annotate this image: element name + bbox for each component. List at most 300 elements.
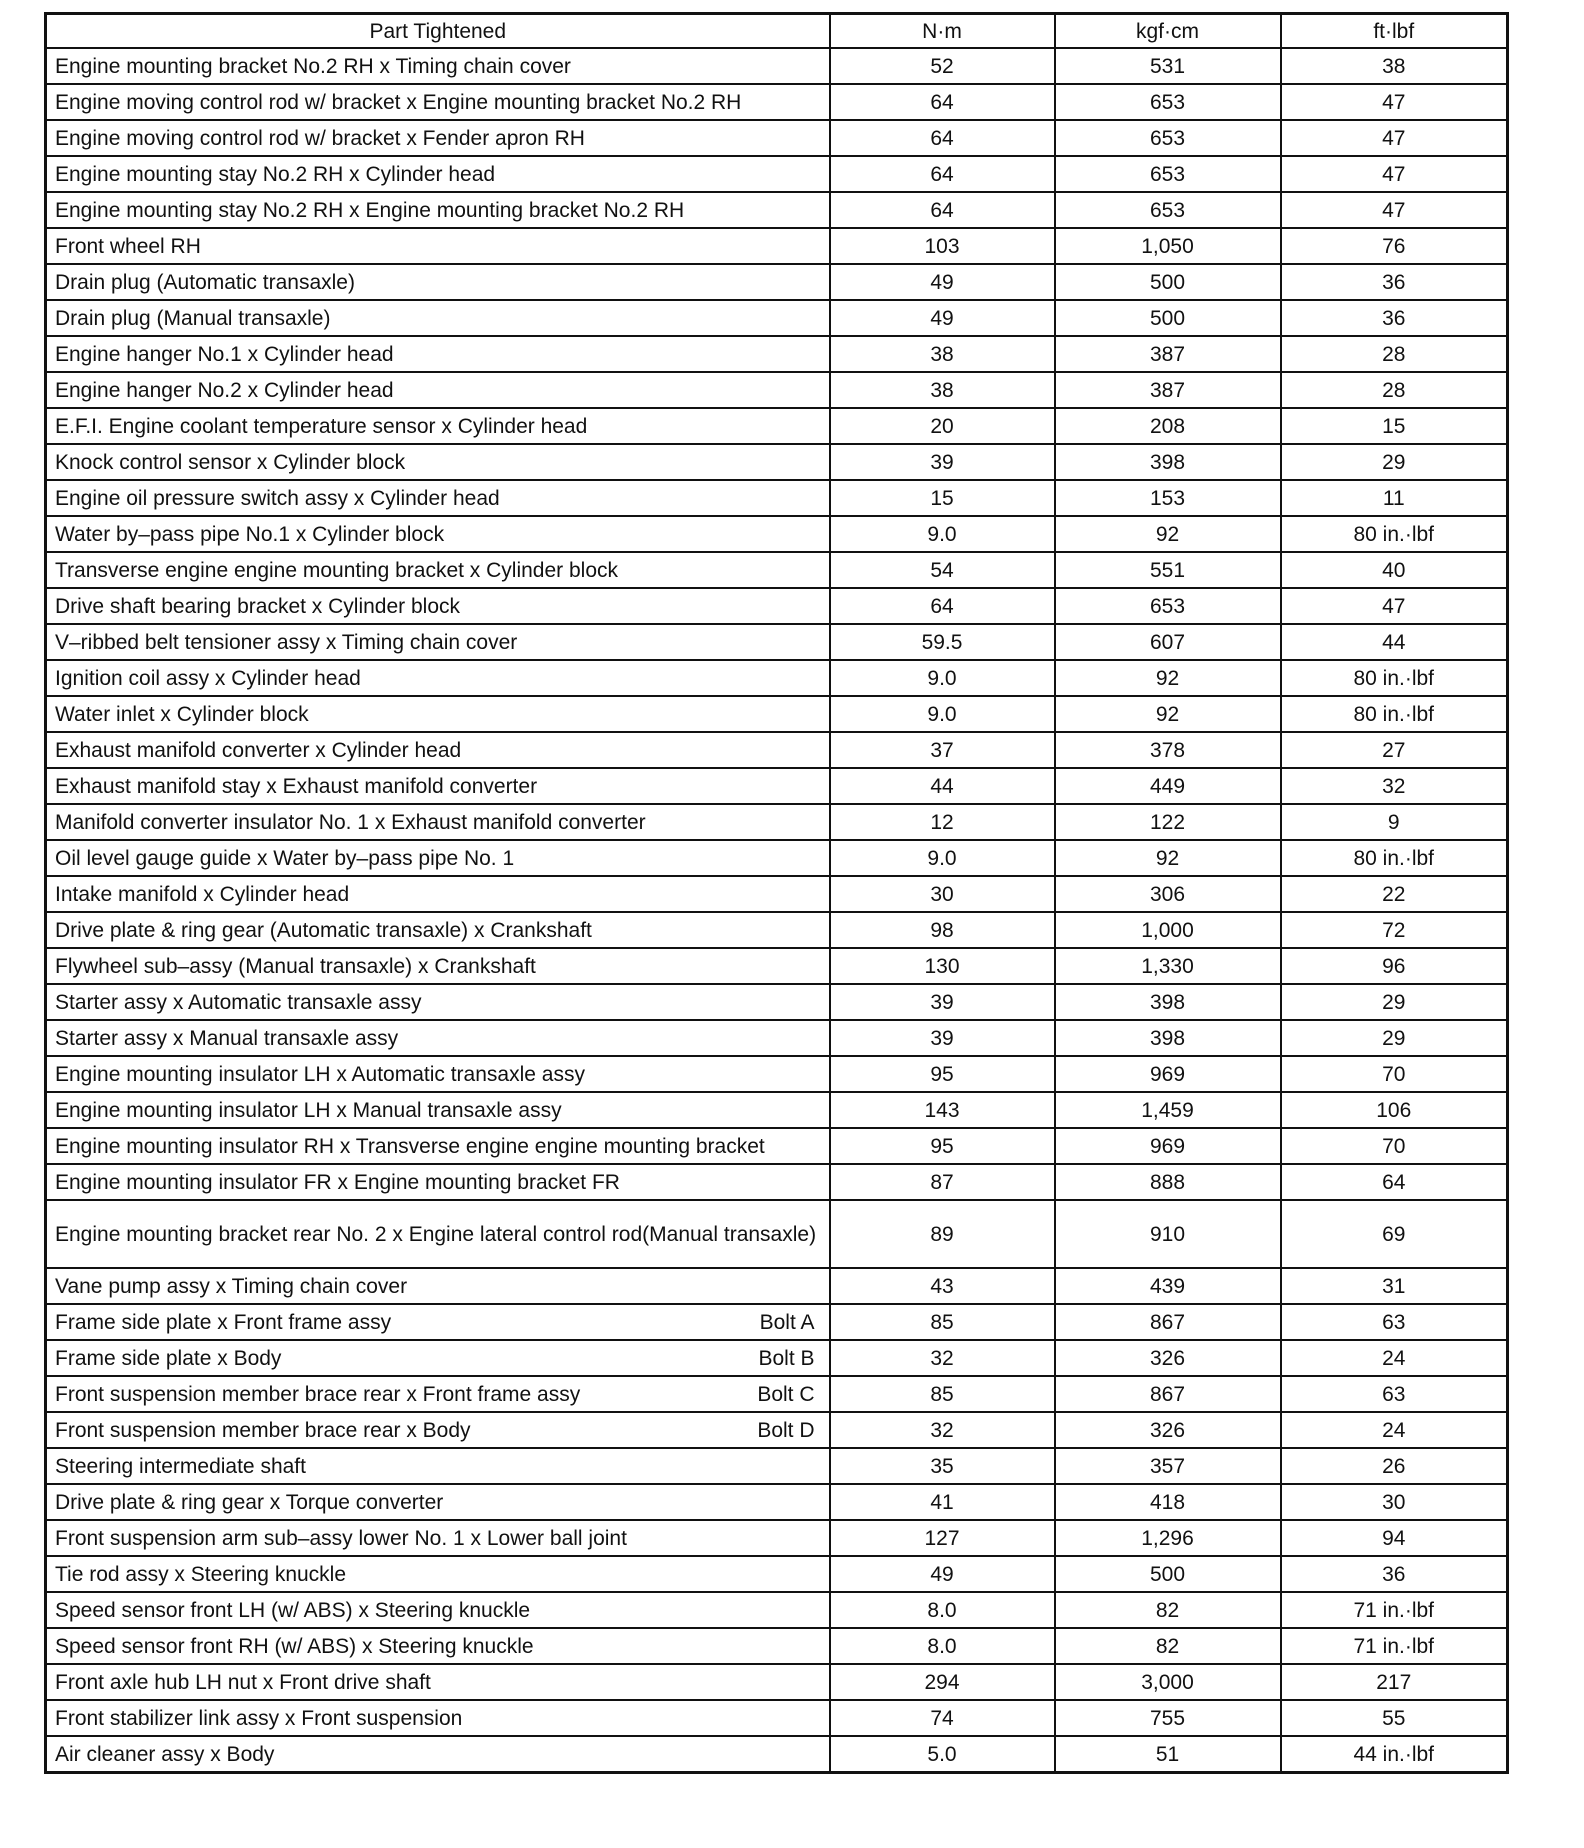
nm-value: 38 [830,372,1055,408]
kgfcm-value: 92 [1055,840,1281,876]
part-cell [46,1164,830,1200]
part-cell [46,732,830,768]
part-cell [46,300,830,336]
part-cell [46,1664,830,1700]
ftlbf-value: 28 [1281,372,1508,408]
nm-value: 15 [830,480,1055,516]
part-cell-content [55,162,821,187]
kgfcm-value: 653 [1055,156,1281,192]
part-name: Engine hanger No.1 x Cylinder head [55,342,394,366]
part-name: Frame side plate x Front frame assy [55,1310,392,1334]
table-body [46,48,1508,1773]
part-name: Front stabilizer link assy x Front suspension [55,1706,463,1730]
part-name: Front axle hub LH nut x Front drive shaft [55,1670,431,1694]
part-cell-content [55,1098,821,1123]
part-cell [46,1020,830,1056]
table-row [46,840,1508,876]
kgfcm-value: 867 [1055,1376,1281,1412]
table-row [46,1520,1508,1556]
part-cell-content [55,1026,821,1051]
kgfcm-value: 653 [1055,588,1281,624]
part-cell-content [55,54,821,79]
kgfcm-value: 208 [1055,408,1281,444]
part-cell [46,516,830,552]
column-header-part: Part Tightened [46,14,830,49]
part-cell [46,192,830,228]
part-cell-content [55,1490,821,1515]
table-row [46,264,1508,300]
ftlbf-value: 47 [1281,84,1508,120]
nm-value: 87 [830,1164,1055,1200]
kgfcm-value: 500 [1055,1556,1281,1592]
part-cell [46,1448,830,1484]
nm-value: 49 [830,1556,1055,1592]
table-row [46,480,1508,516]
table-row [46,1736,1508,1773]
part-name: Air cleaner assy x Body [55,1742,275,1766]
kgfcm-value: 1,330 [1055,948,1281,984]
nm-value: 44 [830,768,1055,804]
part-cell [46,372,830,408]
table-row [46,948,1508,984]
part-name: Drive plate & ring gear (Automatic transaxle) x Crankshaft [55,918,592,942]
ftlbf-value: 69 [1281,1200,1508,1268]
part-cell [46,660,830,696]
kgfcm-value: 51 [1055,1736,1281,1773]
part-cell-content [55,1310,821,1335]
kgfcm-value: 92 [1055,696,1281,732]
part-name: Water inlet x Cylinder block [55,702,309,726]
kgfcm-value: 653 [1055,120,1281,156]
kgfcm-value: 888 [1055,1164,1281,1200]
table-row [46,1484,1508,1520]
part-name: Flywheel sub–assy (Manual transaxle) x Crankshaft [55,954,536,978]
part-name: Starter assy x Manual transaxle assy [55,1026,399,1050]
nm-value: 32 [830,1412,1055,1448]
nm-value: 54 [830,552,1055,588]
part-name: Oil level gauge guide x Water by–pass pipe No. 1 [55,846,515,870]
part-name: Intake manifold x Cylinder head [55,882,350,906]
part-cell-content [55,1418,821,1443]
nm-value: 52 [830,48,1055,84]
part-cell-content [55,1346,821,1371]
part-name: Drive plate & ring gear x Torque converter [55,1490,444,1514]
torque-spec-table [44,12,1509,1774]
kgfcm-value: 551 [1055,552,1281,588]
ftlbf-value: 36 [1281,300,1508,336]
kgfcm-value: 398 [1055,1020,1281,1056]
ftlbf-value: 47 [1281,156,1508,192]
ftlbf-value: 38 [1281,48,1508,84]
nm-value: 5.0 [830,1736,1055,1773]
ftlbf-value: 80 in.·lbf [1281,696,1508,732]
nm-value: 49 [830,300,1055,336]
kgfcm-value: 500 [1055,300,1281,336]
nm-value: 37 [830,732,1055,768]
table-row [46,1412,1508,1448]
ftlbf-value: 94 [1281,1520,1508,1556]
nm-value: 74 [830,1700,1055,1736]
part-name: Front suspension arm sub–assy lower No. 1 x Lower ball joint [55,1526,627,1550]
kgfcm-value: 326 [1055,1412,1281,1448]
part-cell-content [55,1222,821,1247]
kgfcm-value: 607 [1055,624,1281,660]
nm-value: 8.0 [830,1592,1055,1628]
table-row [46,1628,1508,1664]
ftlbf-value: 29 [1281,984,1508,1020]
part-cell [46,408,830,444]
nm-value: 294 [830,1664,1055,1700]
table-row [46,1448,1508,1484]
part-cell [46,984,830,1020]
part-name: Manifold converter insulator No. 1 x Exhaust manifold converter [55,810,646,834]
nm-value: 9.0 [830,516,1055,552]
table-row [46,120,1508,156]
kgfcm-value: 398 [1055,444,1281,480]
part-cell-content [55,1134,821,1159]
ftlbf-value: 15 [1281,408,1508,444]
nm-value: 64 [830,588,1055,624]
part-name: Drive shaft bearing bracket x Cylinder block [55,594,461,618]
table-row [46,768,1508,804]
part-name: Engine mounting stay No.2 RH x Cylinder head [55,162,496,186]
table-row [46,1556,1508,1592]
nm-value: 143 [830,1092,1055,1128]
part-cell-content [55,738,821,763]
part-name: Exhaust manifold converter x Cylinder head [55,738,462,762]
table-row [46,804,1508,840]
kgfcm-value: 653 [1055,84,1281,120]
nm-value: 30 [830,876,1055,912]
part-cell [46,840,830,876]
table-row [46,372,1508,408]
ftlbf-value: 76 [1281,228,1508,264]
kgfcm-value: 1,296 [1055,1520,1281,1556]
part-cell [46,1628,830,1664]
ftlbf-value: 29 [1281,1020,1508,1056]
ftlbf-value: 217 [1281,1664,1508,1700]
part-name: Tie rod assy x Steering knuckle [55,1562,347,1586]
part-name: Speed sensor front LH (w/ ABS) x Steering knuckle [55,1598,531,1622]
kgfcm-value: 1,459 [1055,1092,1281,1128]
nm-value: 49 [830,264,1055,300]
kgfcm-value: 153 [1055,480,1281,516]
part-cell-content [55,378,821,403]
part-name: Steering intermediate shaft [55,1454,306,1478]
nm-value: 9.0 [830,840,1055,876]
part-cell-content [55,990,821,1015]
ftlbf-value: 70 [1281,1128,1508,1164]
table-row [46,228,1508,264]
nm-value: 9.0 [830,696,1055,732]
kgfcm-value: 122 [1055,804,1281,840]
table-row [46,1020,1508,1056]
kgfcm-value: 1,050 [1055,228,1281,264]
nm-value: 64 [830,120,1055,156]
part-cell [46,696,830,732]
part-cell-content [55,918,821,943]
table-row [46,660,1508,696]
table-row [46,48,1508,84]
column-header-kgfcm: kgf·cm [1055,14,1281,49]
kgfcm-value: 449 [1055,768,1281,804]
ftlbf-value: 29 [1281,444,1508,480]
part-cell-content [55,846,821,871]
part-cell [46,1200,830,1268]
table-row [46,696,1508,732]
part-cell-content [55,198,821,223]
table-row [46,156,1508,192]
nm-value: 59.5 [830,624,1055,660]
part-cell-content [55,126,821,151]
part-name: Transverse engine engine mounting bracket x Cylinder block [55,558,619,582]
part-name: Water by–pass pipe No.1 x Cylinder block [55,522,445,546]
part-cell-content [55,1274,821,1299]
ftlbf-value: 47 [1281,192,1508,228]
part-cell-content [55,1670,821,1695]
ftlbf-value: 30 [1281,1484,1508,1520]
part-cell [46,1304,830,1340]
table-row [46,516,1508,552]
table-row [46,444,1508,480]
table-row [46,1376,1508,1412]
part-cell [46,912,830,948]
part-cell-content [55,1526,821,1551]
nm-value: 98 [830,912,1055,948]
table-row [46,1304,1508,1340]
kgfcm-value: 910 [1055,1200,1281,1268]
torque-spec-sheet [44,12,1506,1774]
part-cell-content [55,630,821,655]
part-cell [46,1376,830,1412]
table-row [46,1092,1508,1128]
table-row [46,588,1508,624]
kgfcm-value: 387 [1055,372,1281,408]
part-cell [46,1092,830,1128]
part-name: Speed sensor front RH (w/ ABS) x Steering knuckle [55,1634,534,1658]
part-cell [46,228,830,264]
kgfcm-value: 969 [1055,1056,1281,1092]
part-name: Engine mounting insulator FR x Engine mounting bracket FR [55,1170,620,1194]
ftlbf-value: 26 [1281,1448,1508,1484]
table-header-row [46,14,1508,49]
table-row [46,552,1508,588]
part-cell-content [55,594,821,619]
part-name: Engine mounting bracket No.2 RH x Timing chain cover [55,54,571,78]
nm-value: 20 [830,408,1055,444]
bolt-label: Bolt C [757,1382,815,1406]
ftlbf-value: 44 in.·lbf [1281,1736,1508,1773]
part-cell [46,444,830,480]
part-cell-content [55,702,821,727]
part-cell [46,264,830,300]
bolt-label: Bolt A [759,1310,815,1334]
table-row [46,1664,1508,1700]
ftlbf-value: 106 [1281,1092,1508,1128]
kgfcm-value: 3,000 [1055,1664,1281,1700]
part-name: V–ribbed belt tensioner assy x Timing chain cover [55,630,518,654]
part-cell [46,588,830,624]
table-row [46,732,1508,768]
table-row [46,1200,1508,1268]
nm-value: 39 [830,1020,1055,1056]
part-name: Engine mounting insulator RH x Transverse engine engine mounting bracket [55,1134,765,1158]
part-cell [46,624,830,660]
nm-value: 32 [830,1340,1055,1376]
part-cell [46,1700,830,1736]
nm-value: 103 [830,228,1055,264]
part-name: Knock control sensor x Cylinder block [55,450,406,474]
part-cell [46,768,830,804]
part-name: Exhaust manifold stay x Exhaust manifold converter [55,774,538,798]
nm-value: 38 [830,336,1055,372]
part-cell-content [55,342,821,367]
nm-value: 12 [830,804,1055,840]
kgfcm-value: 755 [1055,1700,1281,1736]
part-cell-content [55,882,821,907]
nm-value: 41 [830,1484,1055,1520]
part-cell [46,552,830,588]
part-cell-content [55,1454,821,1479]
ftlbf-value: 31 [1281,1268,1508,1304]
part-cell-content [55,306,821,331]
part-cell-content [55,558,821,583]
part-name: Drain plug (Manual transaxle) [55,306,331,330]
kgfcm-value: 500 [1055,264,1281,300]
part-cell [46,84,830,120]
table-row [46,984,1508,1020]
part-cell-content [55,1062,821,1087]
part-name: Engine mounting stay No.2 RH x Engine mounting bracket No.2 RH [55,198,685,222]
part-name: Drain plug (Automatic transaxle) [55,270,355,294]
part-name: Frame side plate x Body [55,1346,282,1370]
nm-value: 43 [830,1268,1055,1304]
kgfcm-value: 82 [1055,1592,1281,1628]
part-cell [46,336,830,372]
part-cell [46,1128,830,1164]
nm-value: 39 [830,444,1055,480]
table-row [46,1164,1508,1200]
bolt-label: Bolt D [757,1418,815,1442]
nm-value: 89 [830,1200,1055,1268]
part-name: Engine oil pressure switch assy x Cylinder head [55,486,500,510]
ftlbf-value: 72 [1281,912,1508,948]
nm-value: 85 [830,1304,1055,1340]
part-name: Ignition coil assy x Cylinder head [55,666,361,690]
ftlbf-value: 47 [1281,120,1508,156]
kgfcm-value: 306 [1055,876,1281,912]
ftlbf-value: 28 [1281,336,1508,372]
ftlbf-value: 36 [1281,1556,1508,1592]
kgfcm-value: 398 [1055,984,1281,1020]
table-row [46,1700,1508,1736]
table-row [46,336,1508,372]
part-cell [46,1340,830,1376]
column-header-nm: N·m [830,14,1055,49]
kgfcm-value: 92 [1055,660,1281,696]
part-cell-content [55,954,821,979]
nm-value: 64 [830,156,1055,192]
part-cell-content [55,1562,821,1587]
ftlbf-value: 71 in.·lbf [1281,1628,1508,1664]
ftlbf-value: 36 [1281,264,1508,300]
part-cell-content [55,270,821,295]
kgfcm-value: 418 [1055,1484,1281,1520]
nm-value: 85 [830,1376,1055,1412]
part-name: Vane pump assy x Timing chain cover [55,1274,408,1298]
ftlbf-value: 32 [1281,768,1508,804]
part-cell-content [55,1170,821,1195]
kgfcm-value: 531 [1055,48,1281,84]
table-row [46,1592,1508,1628]
part-name: Front wheel RH [55,234,201,258]
ftlbf-value: 55 [1281,1700,1508,1736]
ftlbf-value: 63 [1281,1376,1508,1412]
part-cell-content [55,1598,821,1623]
ftlbf-value: 80 in.·lbf [1281,840,1508,876]
part-cell-content [55,1382,821,1407]
nm-value: 64 [830,192,1055,228]
ftlbf-value: 64 [1281,1164,1508,1200]
table-row [46,876,1508,912]
nm-value: 95 [830,1056,1055,1092]
nm-value: 8.0 [830,1628,1055,1664]
part-name: Front suspension member brace rear x Front frame assy [55,1382,581,1406]
part-cell-content [55,774,821,799]
kgfcm-value: 357 [1055,1448,1281,1484]
table-row [46,84,1508,120]
column-header-ftlbf: ft·lbf [1281,14,1508,49]
part-cell [46,120,830,156]
table-row [46,192,1508,228]
nm-value: 9.0 [830,660,1055,696]
ftlbf-value: 24 [1281,1412,1508,1448]
ftlbf-value: 22 [1281,876,1508,912]
kgfcm-value: 82 [1055,1628,1281,1664]
nm-value: 35 [830,1448,1055,1484]
part-cell-content [55,1742,821,1767]
part-cell [46,1592,830,1628]
part-cell [46,480,830,516]
kgfcm-value: 969 [1055,1128,1281,1164]
part-cell-content [55,414,821,439]
part-cell [46,1268,830,1304]
part-cell-content [55,666,821,691]
part-cell-content [55,522,821,547]
table-row [46,912,1508,948]
kgfcm-value: 326 [1055,1340,1281,1376]
part-name: Engine mounting insulator LH x Manual transaxle assy [55,1098,562,1122]
table-row [46,1268,1508,1304]
part-cell [46,1412,830,1448]
ftlbf-value: 80 in.·lbf [1281,516,1508,552]
kgfcm-value: 92 [1055,516,1281,552]
part-cell [46,804,830,840]
part-cell-content [55,450,821,475]
table-row [46,1340,1508,1376]
part-name: E.F.I. Engine coolant temperature sensor x Cylinder head [55,414,588,438]
kgfcm-value: 1,000 [1055,912,1281,948]
part-name: Engine mounting insulator LH x Automatic transaxle assy [55,1062,585,1086]
part-cell-content [55,486,821,511]
part-cell [46,48,830,84]
ftlbf-value: 9 [1281,804,1508,840]
part-cell [46,1056,830,1092]
table-row [46,408,1508,444]
part-cell [46,1484,830,1520]
part-name: Engine moving control rod w/ bracket x Fender apron RH [55,126,585,150]
table-row [46,624,1508,660]
